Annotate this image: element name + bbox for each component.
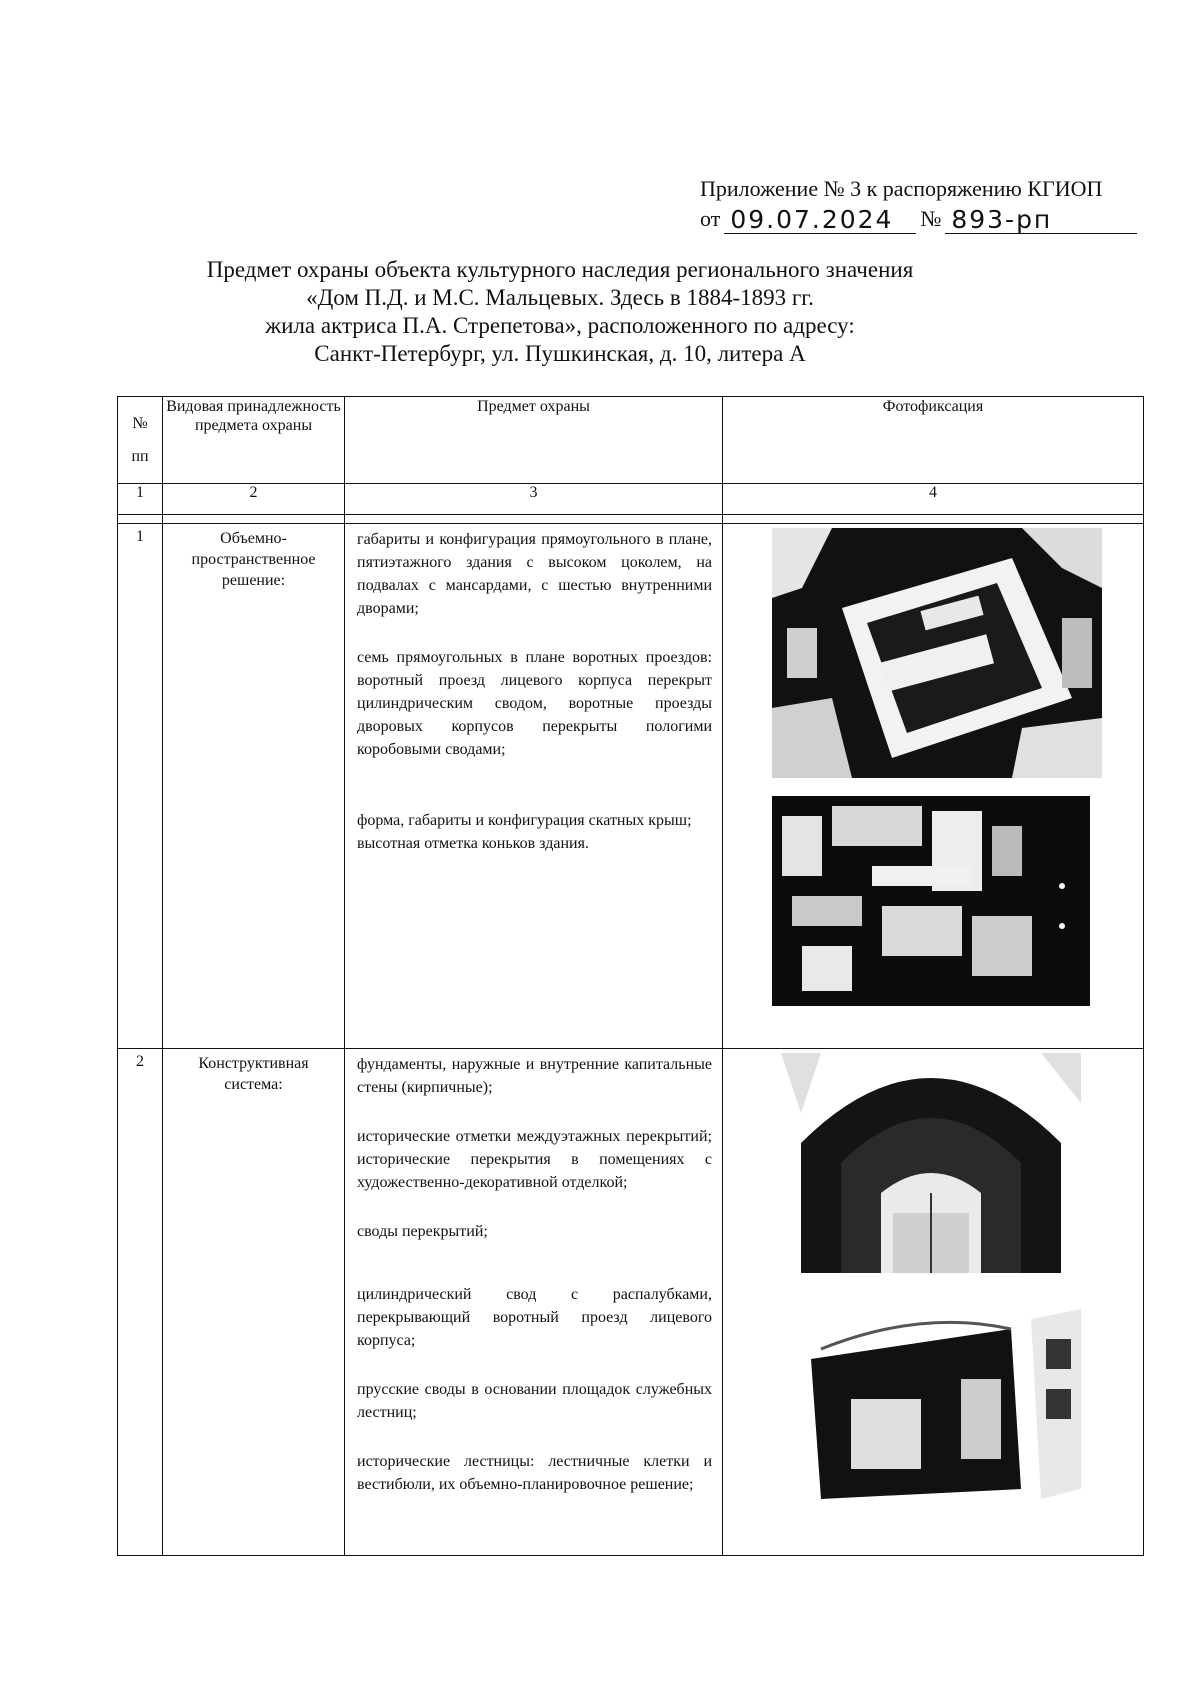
title-line: «Дом П.Д. и М.С. Мальцевых. Здесь в 1884-1893 гг. [306, 285, 814, 310]
subject-paragraph: габариты и конфигурация прямоугольного в плане, пятиэтажного здания с высоком цоколем, на подвалах с мансардами, с шестью внутренними дворами; [357, 531, 712, 617]
appendix-date-line [700, 204, 1160, 234]
column-number-row [118, 484, 1144, 515]
row-type: Конструктивная система: [163, 1049, 345, 1556]
header-photo: Фотофиксация [723, 397, 1144, 484]
header-num-symbol: № [132, 415, 148, 432]
subject-paragraph: прусские своды в основании площадок служебных лестниц; [357, 1381, 712, 1421]
subject-paragraph: высотная отметка коньков здания. [357, 835, 589, 852]
subject-paragraph: своды перекрытий; [357, 1223, 488, 1240]
document-title [150, 256, 970, 368]
appendix-line: Приложение № 3 к распоряжению КГИОП [700, 176, 1103, 201]
vault-photo [781, 1053, 1081, 1273]
table-row [118, 1049, 1144, 1556]
header-num-pp: пп [131, 448, 149, 465]
protection-subject-table [117, 396, 1144, 1556]
order-date: 09.07.2024 [724, 207, 916, 234]
number-label: № [920, 206, 942, 231]
col-number: 3 [345, 484, 723, 515]
aerial-photo-image [772, 528, 1102, 778]
vault-photo-image [781, 1053, 1081, 1273]
passage-photo-image [781, 1289, 1081, 1509]
order-number: 893-рп [945, 207, 1137, 234]
row-type: Объемно-пространственное решение: [163, 524, 345, 1049]
appendix-header [700, 174, 1160, 234]
table-header-row [118, 397, 1144, 484]
header-subject: Предмет охраны [345, 397, 723, 484]
aerial-photo-image [772, 796, 1090, 1006]
row-photos [723, 1049, 1144, 1556]
title-line: жила актриса П.А. Стрепетова», расположенного по адресу: [265, 313, 855, 338]
row-subject [345, 1049, 723, 1556]
col-number: 2 [163, 484, 345, 515]
subject-paragraph: фундаменты, наружные и внутренние капитальные стены (кирпичные); [357, 1056, 712, 1096]
header-num [118, 397, 163, 484]
subject-paragraph: семь прямоугольных в плане воротных проездов: воротный проезд лицевого корпуса перекрыт цилиндрическим сводом, воротные проезды дворовых корпусов перекрыты пологими коробовыми сводами; [357, 649, 712, 758]
col-number: 4 [723, 484, 1144, 515]
row-subject [345, 524, 723, 1049]
spacer-row [118, 515, 1144, 524]
row-number: 2 [118, 1049, 163, 1556]
subject-paragraph: исторические отметки междуэтажных перекрытий; исторические перекрытия в помещениях с художественно-декоративной отделкой; [357, 1128, 712, 1191]
subject-paragraph: исторические лестницы: лестничные клетки и вестибюли, их объемно-планировочное решение; [357, 1453, 712, 1493]
row-number: 1 [118, 524, 163, 1049]
passage-photo [781, 1289, 1081, 1509]
header-type: Видовая принадлежность предмета охраны [163, 397, 345, 484]
subject-paragraph: форма, габариты и конфигурация скатных крыш; [357, 812, 692, 829]
title-line: Санкт-Петербург, ул. Пушкинская, д. 10, литера А [314, 341, 806, 366]
from-label: от [700, 206, 721, 231]
table-row [118, 524, 1144, 1049]
subject-paragraph: цилиндрический свод с распалубками, перекрывающий воротный проезд лицевого корпуса; [357, 1286, 712, 1349]
aerial-photo-top [772, 528, 1102, 778]
title-line: Предмет охраны объекта культурного наследия регионального значения [206, 257, 914, 282]
col-number: 1 [118, 484, 163, 515]
aerial-photo-bottom [772, 796, 1090, 1006]
row-photos [723, 524, 1144, 1049]
